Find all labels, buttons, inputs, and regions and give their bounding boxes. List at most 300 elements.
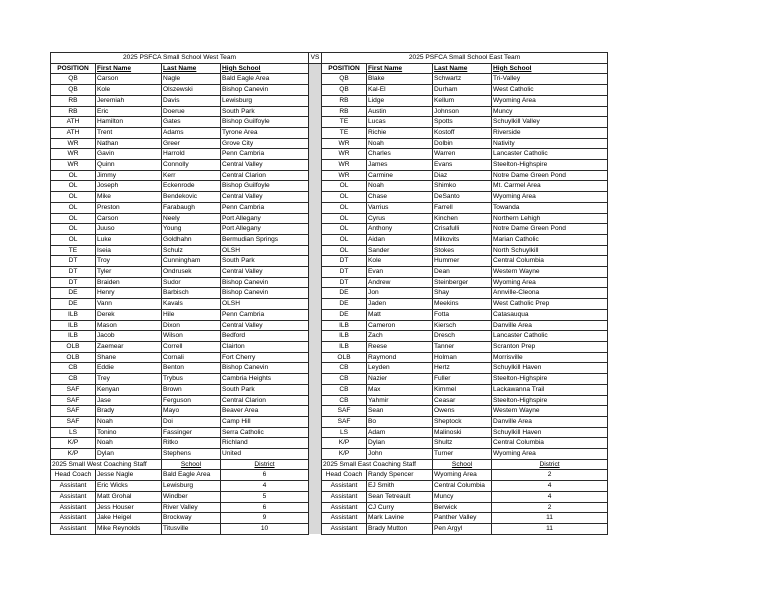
east-high-school: Lancaster Catholic [492, 331, 608, 342]
west-last-name: Ondrusek [162, 267, 221, 278]
east-first-name: Reese [367, 341, 433, 352]
west-high-school: Bishop Canevin [221, 363, 309, 374]
west-position: DE [51, 288, 96, 299]
player-row [51, 202, 608, 213]
west-position: OL [51, 213, 96, 224]
east-high-school: Steelton-Highspire [492, 160, 608, 171]
east-last-name: Owens [433, 406, 492, 417]
west-last-name: Eckenrode [162, 181, 221, 192]
player-row [51, 95, 608, 106]
player-row [51, 234, 608, 245]
west-last-name: Barbisch [162, 288, 221, 299]
east-high-school: Mt. Carmel Area [492, 181, 608, 192]
west-position: WR [51, 160, 96, 171]
west-high-school: Fort Cherry [221, 352, 309, 363]
west-staff-coach-name: Eric Wicks [96, 481, 162, 492]
east-last-name: Holman [433, 352, 492, 363]
east-position: DE [322, 299, 367, 310]
divider-cell [309, 149, 322, 160]
west-high-school: South Park [221, 106, 309, 117]
player-row [51, 106, 608, 117]
divider-cell [309, 374, 322, 385]
east-first-header: First Name [367, 63, 433, 74]
east-first-name: Austin [367, 106, 433, 117]
divider-cell [309, 63, 322, 74]
west-first-name: Jeremiah [96, 95, 162, 106]
east-staff-coach-name: Brady Mutton [367, 523, 433, 534]
east-position: CB [322, 374, 367, 385]
player-row [51, 256, 608, 267]
east-high-school: West Catholic Prep [492, 299, 608, 310]
east-staff-coach-name: EJ Smith [367, 481, 433, 492]
west-high-school: Central Valley [221, 267, 309, 278]
west-staff-role: Assistant [51, 502, 96, 513]
east-staff-role: Assistant [322, 513, 367, 524]
west-first-name: Brady [96, 406, 162, 417]
west-position: SAF [51, 384, 96, 395]
west-staff-district: 9 [221, 513, 309, 524]
east-last-name: Stokes [433, 245, 492, 256]
divider-cell [309, 138, 322, 149]
roster-sheet [50, 52, 607, 535]
player-row [51, 384, 608, 395]
west-staff-school: Windber [162, 491, 221, 502]
divider-cell [309, 127, 322, 138]
west-position: OL [51, 224, 96, 235]
player-row [51, 213, 608, 224]
west-position: OL [51, 181, 96, 192]
staff-header-row [51, 459, 608, 470]
east-last-name: Hummer [433, 256, 492, 267]
player-row [51, 170, 608, 181]
west-high-school: Grove City [221, 138, 309, 149]
west-last-name: Greer [162, 138, 221, 149]
west-staff-district: 5 [221, 491, 309, 502]
west-last-name: Doi [162, 416, 221, 427]
west-last-name: Sudor [162, 277, 221, 288]
west-first-name: Juuso [96, 224, 162, 235]
east-last-name: Shay [433, 288, 492, 299]
east-staff-school: Wyoming Area [433, 470, 492, 481]
staff-row [51, 502, 608, 513]
west-high-school: Central Clarion [221, 395, 309, 406]
west-high-school: Richland [221, 438, 309, 449]
west-position: DT [51, 256, 96, 267]
west-last-name: Kavals [162, 299, 221, 310]
east-last-name: Shimko [433, 181, 492, 192]
east-last-name: Malinoski [433, 427, 492, 438]
west-position: ATH [51, 117, 96, 128]
east-last-name: DeSanto [433, 192, 492, 203]
west-staff-role: Assistant [51, 523, 96, 534]
west-first-name: Kole [96, 85, 162, 96]
east-first-name: Sander [367, 245, 433, 256]
east-position: WR [322, 138, 367, 149]
east-high-school: Wyoming Area [492, 192, 608, 203]
east-high-school: Western Wayne [492, 267, 608, 278]
east-last-name: Spotts [433, 117, 492, 128]
west-high-school: Bishop Canevin [221, 288, 309, 299]
east-high-school: Muncy [492, 106, 608, 117]
east-last-name: Kellum [433, 95, 492, 106]
east-first-name: Cyrus [367, 213, 433, 224]
east-staff-title: 2025 Small East Coaching Staff [322, 459, 433, 470]
player-row [51, 277, 608, 288]
east-position: DT [322, 267, 367, 278]
east-staff-district: 4 [492, 481, 608, 492]
east-staff-district: 4 [492, 491, 608, 502]
east-first-name: Matt [367, 309, 433, 320]
east-last-name: Steinberger [433, 277, 492, 288]
east-last-name: Fotta [433, 309, 492, 320]
east-last-name: Farrell [433, 202, 492, 213]
west-first-name: Troy [96, 256, 162, 267]
east-first-name: Leyden [367, 363, 433, 374]
east-position: SAF [322, 406, 367, 417]
west-high-school: Bishop Guilfoyle [221, 181, 309, 192]
east-first-name: Carmine [367, 170, 433, 181]
west-first-name: Nathan [96, 138, 162, 149]
divider-cell [309, 459, 322, 470]
east-first-name: Raymond [367, 352, 433, 363]
west-position: QB [51, 85, 96, 96]
west-high-school: Bishop Canevin [221, 277, 309, 288]
west-position: RB [51, 106, 96, 117]
east-last-name: Dresch [433, 331, 492, 342]
east-last-name: Schwartz [433, 74, 492, 85]
west-high-school: Bishop Canevin [221, 85, 309, 96]
west-first-name: Vann [96, 299, 162, 310]
divider-cell [309, 74, 322, 85]
east-high-school: Danville Area [492, 320, 608, 331]
east-high-school: Danville Area [492, 416, 608, 427]
west-staff-coach-name: Matt Grohal [96, 491, 162, 502]
west-high-school: Central Valley [221, 160, 309, 171]
east-last-name: Tanner [433, 341, 492, 352]
east-high-school: Notre Dame Green Pond [492, 224, 608, 235]
west-first-header: First Name [96, 63, 162, 74]
east-high-school: West Catholic [492, 85, 608, 96]
divider-cell [309, 234, 322, 245]
east-last-name: Johnson [433, 106, 492, 117]
west-position: SAF [51, 416, 96, 427]
east-high-school: Steelton-Highspire [492, 395, 608, 406]
west-first-name: Joseph [96, 181, 162, 192]
divider-cell [309, 331, 322, 342]
east-position: WR [322, 160, 367, 171]
divider-cell [309, 523, 322, 534]
east-staff-coach-name: Sean Tetreault [367, 491, 433, 502]
divider-cell [309, 170, 322, 181]
west-staff-school: River Valley [162, 502, 221, 513]
east-first-name: James [367, 160, 433, 171]
divider-cell [309, 438, 322, 449]
east-position: DE [322, 309, 367, 320]
west-position-header: POSITION [51, 63, 96, 74]
west-high-school: South Park [221, 384, 309, 395]
east-position: CB [322, 395, 367, 406]
west-high-school: Central Valley [221, 320, 309, 331]
west-last-name: Hile [162, 309, 221, 320]
west-position: RB [51, 95, 96, 106]
east-position: DT [322, 277, 367, 288]
vs-label: VS [309, 53, 322, 64]
west-first-name: Trey [96, 374, 162, 385]
player-row [51, 181, 608, 192]
east-first-name: Jaden [367, 299, 433, 310]
east-high-school: Central Columbia [492, 256, 608, 267]
player-row [51, 363, 608, 374]
west-school-header: High School [221, 63, 309, 74]
west-high-school: Bedford [221, 331, 309, 342]
west-position: OL [51, 192, 96, 203]
east-high-school: Lackawanna Trail [492, 384, 608, 395]
east-high-school: Scranton Prep [492, 341, 608, 352]
east-high-school: Schuylkill Haven [492, 363, 608, 374]
west-last-name: Benton [162, 363, 221, 374]
player-row [51, 117, 608, 128]
west-first-name: Kenyan [96, 384, 162, 395]
east-position: K/P [322, 438, 367, 449]
west-high-school: Bishop Guilfoyle [221, 117, 309, 128]
east-position: WR [322, 170, 367, 181]
west-last-name: Adams [162, 127, 221, 138]
west-staff-coach-name: Jess Houser [96, 502, 162, 513]
divider-cell [309, 213, 322, 224]
west-high-school: Bald Eagle Area [221, 74, 309, 85]
west-last-name: Cunningham [162, 256, 221, 267]
west-first-name: Jase [96, 395, 162, 406]
east-first-name: Jon [367, 288, 433, 299]
divider-cell [309, 470, 322, 481]
east-staff-district: 11 [492, 513, 608, 524]
east-high-school: Wyoming Area [492, 95, 608, 106]
west-high-school: Cambria Heights [221, 374, 309, 385]
east-high-school: Schuylkill Haven [492, 427, 608, 438]
west-last-name: Gates [162, 117, 221, 128]
west-first-name: Henry [96, 288, 162, 299]
west-last-name: Neely [162, 213, 221, 224]
west-last-name: Connolly [162, 160, 221, 171]
west-staff-school-header: School [162, 459, 221, 470]
player-row [51, 449, 608, 460]
east-last-name: Kimmel [433, 384, 492, 395]
player-row [51, 406, 608, 417]
west-last-name: Schulz [162, 245, 221, 256]
west-position: DT [51, 267, 96, 278]
west-high-school: Penn Cambria [221, 149, 309, 160]
divider-cell [309, 384, 322, 395]
player-row [51, 341, 608, 352]
west-last-name: Dixon [162, 320, 221, 331]
west-last-header: Last Name [162, 63, 221, 74]
west-last-name: Farabaugh [162, 202, 221, 213]
east-staff-role: Assistant [322, 491, 367, 502]
divider-cell [309, 202, 322, 213]
east-first-name: Cameron [367, 320, 433, 331]
east-position: SAF [322, 416, 367, 427]
west-first-name: Gavin [96, 149, 162, 160]
divider-cell [309, 309, 322, 320]
west-position: CB [51, 363, 96, 374]
east-high-school: Nativity [492, 138, 608, 149]
west-last-name: Stephens [162, 449, 221, 460]
player-row [51, 149, 608, 160]
east-staff-district: 11 [492, 523, 608, 534]
west-last-name: Cornali [162, 352, 221, 363]
east-last-name: Turner [433, 449, 492, 460]
east-first-name: Nazier [367, 374, 433, 385]
east-position: OL [322, 202, 367, 213]
west-first-name: Mason [96, 320, 162, 331]
east-position: ILB [322, 341, 367, 352]
east-last-name: Meekins [433, 299, 492, 310]
east-high-school: Catasauqua [492, 309, 608, 320]
east-school-header: High School [492, 63, 608, 74]
west-first-name: Jacob [96, 331, 162, 342]
divider-cell [309, 256, 322, 267]
east-staff-district-header: District [492, 459, 608, 470]
divider-cell [309, 481, 322, 492]
west-first-name: Quinn [96, 160, 162, 171]
west-high-school: OLSH [221, 299, 309, 310]
west-high-school: Central Clarion [221, 170, 309, 181]
west-first-name: Noah [96, 438, 162, 449]
west-first-name: Dylan [96, 449, 162, 460]
west-last-name: Kerr [162, 170, 221, 181]
east-last-name: Sheptock [433, 416, 492, 427]
staff-row [51, 470, 608, 481]
east-first-name: Varrius [367, 202, 433, 213]
west-position: SAF [51, 395, 96, 406]
east-position: DE [322, 288, 367, 299]
east-high-school: Tri-Valley [492, 74, 608, 85]
divider-cell [309, 491, 322, 502]
west-position: ILB [51, 320, 96, 331]
west-high-school: Central Valley [221, 192, 309, 203]
east-high-school: Wyoming Area [492, 449, 608, 460]
player-row [51, 192, 608, 203]
west-first-name: Mike [96, 192, 162, 203]
west-high-school: Penn Cambria [221, 309, 309, 320]
west-staff-district: 4 [221, 481, 309, 492]
east-staff-coach-name: CJ Curry [367, 502, 433, 513]
east-last-header: Last Name [433, 63, 492, 74]
west-last-name: Trybus [162, 374, 221, 385]
east-staff-school: Pen Argyl [433, 523, 492, 534]
east-staff-school-header: School [433, 459, 492, 470]
west-first-name: Shane [96, 352, 162, 363]
divider-cell [309, 395, 322, 406]
east-position: WR [322, 149, 367, 160]
east-position: RB [322, 95, 367, 106]
player-row [51, 331, 608, 342]
team-title-row [51, 53, 608, 64]
west-high-school: Port Allegany [221, 213, 309, 224]
west-staff-role: Assistant [51, 491, 96, 502]
player-row [51, 395, 608, 406]
west-position: K/P [51, 438, 96, 449]
east-last-name: Dolbin [433, 138, 492, 149]
east-position: TE [322, 127, 367, 138]
divider-cell [309, 416, 322, 427]
west-staff-school: Lewisburg [162, 481, 221, 492]
east-staff-district: 2 [492, 470, 608, 481]
west-position: OLB [51, 352, 96, 363]
west-first-name: Derek [96, 309, 162, 320]
east-high-school: North Schuylkill [492, 245, 608, 256]
divider-cell [309, 352, 322, 363]
west-high-school: Tyrone Area [221, 127, 309, 138]
west-last-name: Harrold [162, 149, 221, 160]
west-first-name: Carson [96, 213, 162, 224]
east-last-name: Crisafulli [433, 224, 492, 235]
east-staff-school: Panther Valley [433, 513, 492, 524]
header-row [51, 63, 608, 74]
east-high-school: Towanda [492, 202, 608, 213]
east-position: OL [322, 181, 367, 192]
east-staff-district: 2 [492, 502, 608, 513]
west-staff-coach-name: Mike Reynolds [96, 523, 162, 534]
east-staff-role: Head Coach [322, 470, 367, 481]
player-row [51, 374, 608, 385]
west-position: K/P [51, 449, 96, 460]
west-staff-role: Assistant [51, 513, 96, 524]
player-row [51, 309, 608, 320]
west-position: WR [51, 149, 96, 160]
east-first-name: John [367, 449, 433, 460]
east-first-name: Blake [367, 74, 433, 85]
west-position: LS [51, 427, 96, 438]
divider-cell [309, 513, 322, 524]
west-position: CB [51, 374, 96, 385]
east-position: OL [322, 234, 367, 245]
divider-cell [309, 288, 322, 299]
east-position: CB [322, 363, 367, 374]
player-row [51, 320, 608, 331]
player-row [51, 288, 608, 299]
staff-row [51, 523, 608, 534]
player-row [51, 224, 608, 235]
divider-cell [309, 267, 322, 278]
west-first-name: Jimmy [96, 170, 162, 181]
west-position: TE [51, 245, 96, 256]
east-first-name: Evan [367, 267, 433, 278]
west-staff-coach-name: Jesse Nagle [96, 470, 162, 481]
west-last-name: Mayo [162, 406, 221, 417]
east-first-name: Chase [367, 192, 433, 203]
divider-cell [309, 117, 322, 128]
east-position: ILB [322, 331, 367, 342]
west-last-name: Brown [162, 384, 221, 395]
east-first-name: Kole [367, 256, 433, 267]
west-position: ILB [51, 309, 96, 320]
west-first-name: Iseia [96, 245, 162, 256]
east-first-name: Andrew [367, 277, 433, 288]
west-position: QB [51, 74, 96, 85]
west-high-school: United [221, 449, 309, 460]
east-staff-school: Berwick [433, 502, 492, 513]
east-staff-coach-name: Randy Spencer [367, 470, 433, 481]
divider-cell [309, 245, 322, 256]
west-first-name: Noah [96, 416, 162, 427]
west-first-name: Carson [96, 74, 162, 85]
east-position: QB [322, 85, 367, 96]
east-last-name: Durham [433, 85, 492, 96]
east-staff-school: Muncy [433, 491, 492, 502]
west-last-name: Correll [162, 341, 221, 352]
divider-cell [309, 341, 322, 352]
